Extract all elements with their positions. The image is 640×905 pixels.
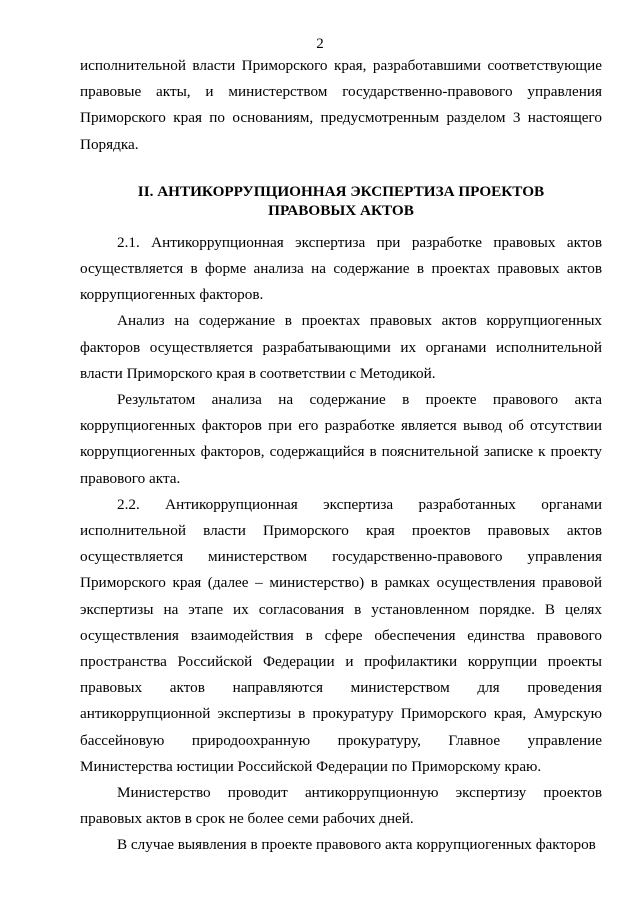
section-heading-line-2: ПРАВОВЫХ АКТОВ [268, 201, 414, 219]
paragraph-result: Результатом анализа на содержание в проекте правового акта коррупциогенных факторов при его разработке является вывод об отсутствии коррупциогенных факторов, содержащийся в пояснительной записке к проекту правового акта. [80, 391, 602, 487]
paragraph-ministry-term: Министерство проводит антикоррупционную экспертизу проектов правовых актов в срок не более семи рабочих дней. [80, 784, 602, 828]
paragraph-analysis: Анализ на содержание в проектах правовых актов коррупциогенных факторов осуществляется разрабатывающими их органами исполнительной власти Приморского края в соответствии с Методикой. [80, 312, 602, 382]
page-number: 2 [316, 36, 324, 52]
document-body [80, 53, 602, 859]
section-heading [80, 182, 602, 220]
paragraph-detection: В случае выявления в проекте правового акта коррупциогенных факторов [117, 836, 596, 854]
intro-paragraph: исполнительной власти Приморского края, разработавшими соответствующие правовые акты, и министерством государственно-правового управления Приморского края по основаниям, предусмотренным разделом 3 настоящего Порядка. [80, 57, 602, 153]
section-heading-line-1: II. АНТИКОРРУПЦИОННАЯ ЭКСПЕРТИЗА ПРОЕКТОВ [137, 182, 545, 200]
paragraph-2-2: 2.2. Антикоррупционная экспертиза разработанных органами исполнительной власти Приморского края проектов правовых актов осуществляется министерством государственно-правового управления Приморского края (далее – министерство) в рамках осуществления правовой экспертизы на этапе их согласования в установленном порядке. В целях осуществления взаимодействия в сфере обеспечения единства правового пространства Российской Федерации и профилактики коррупции проекты правовых актов направляются министерством для проведения антикоррупционной экспертизы в прокуратуру Приморского края, Амурскую бассейновую природоохранную прокуратуру, Главное управление Министерства юстиции Российской Федерации по Приморскому краю. [80, 495, 602, 775]
paragraph-2-1: 2.1. Антикоррупционная экспертиза при разработке правовых актов осуществляется в форме анализа на содержание в проектах правовых актов коррупциогенных факторов. [80, 233, 602, 304]
